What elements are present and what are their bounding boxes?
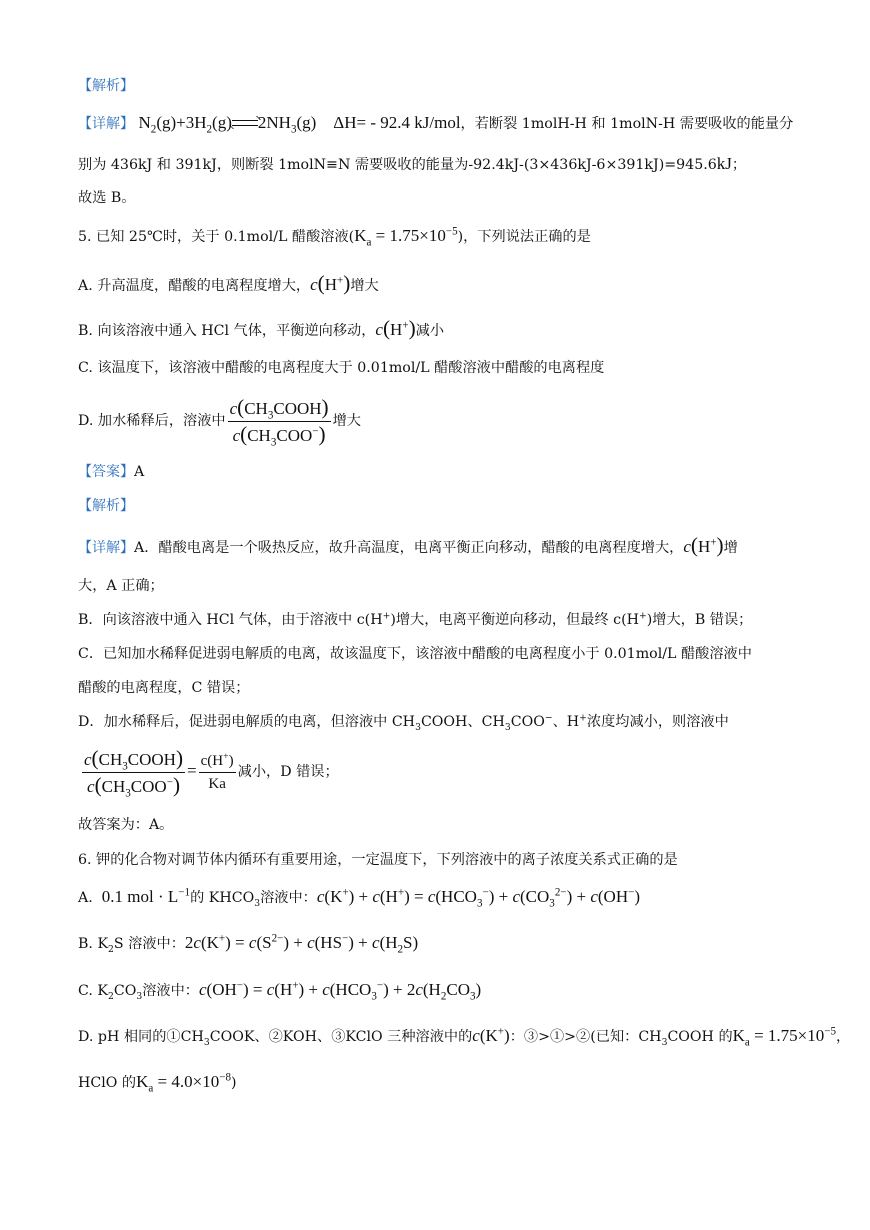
q6-option-d-a: COOK、②KOH、③KClO 三种溶液中的 xyxy=(209,1029,473,1045)
q5-exp-d2-fraction-right: $\frac{c(H^+)}{Ka}$ xyxy=(200,750,234,792)
q6-option-b-label: B. K xyxy=(78,936,109,952)
q5-answer-value: A xyxy=(134,464,145,480)
q6-option-c-formula: $c(OH^-) = c(H^+) + c(HCO_3^-) + 2c(H_2CO_3)$ xyxy=(198,979,482,1003)
q6-option-d-ka1-exp: −5 xyxy=(824,1025,837,1038)
q6-stem: 6. 钾的化合物对调节体内循环有重要用途，一定温度下，下列溶液中的离子浓度关系式正确的是 xyxy=(78,852,678,868)
prev-detail-line1 xyxy=(78,113,810,134)
q6-option-d-b: ：③>①>②(已知：CH xyxy=(509,1029,662,1045)
q6-option-d-label: D. pH 相同的①CH xyxy=(78,1029,204,1045)
q5-option-a xyxy=(78,273,810,296)
q5-stem-a: 5. 已知 25℃时，关于 0.1mol/L 醋酸溶液( xyxy=(78,229,355,245)
q5-exp-d2: $\frac{c(CH_3COOH)}{c(CH_3COO^-)}$ = $\frac{c(H^+)}{Ka}$ 减小，D 错误； xyxy=(84,745,339,799)
q5-analysis-tag: 【解析】 xyxy=(78,498,134,514)
q5-detail-tag: 【详解】 xyxy=(78,540,134,556)
q6-option-a-mid: 的 KHCO xyxy=(190,890,255,906)
q5-exp-d1-e: 浓度均减小，则溶液中 xyxy=(586,714,729,730)
prev-line1-text: ，若断裂 1molH-H 和 1molN-H 需要吸收的能量分 xyxy=(460,116,794,132)
q5-option-a-end: 增大 xyxy=(350,278,379,294)
q5-option-c: C. 该温度下，该溶液中醋酸的电离程度大于 0.01mol/L 醋酸溶液中醋酸的电离程度 xyxy=(78,360,605,376)
q5-exp-d1-b: COOH、CH xyxy=(420,714,505,730)
q6-option-d-hclo: HClO 的 xyxy=(78,1075,137,1091)
q5-exp-c1: C．已知加水稀释促进弱电解质的电离，故该温度下，该溶液中醋酸的电离程度小于 0.01mol/L 醋酸溶液中 xyxy=(78,646,752,662)
q6-option-c: C. $K_2CO_3$溶液中：$c(OH^-) = c(H^+) + c(HCO_3^-) + 2c(H_2CO_3)$ xyxy=(78,979,482,1003)
q5-answer xyxy=(78,462,810,482)
q5-exp-d1-a: D．加水稀释后，促进弱电解质的电离，但溶液中 CH xyxy=(78,714,416,730)
q5-option-b xyxy=(78,318,810,341)
q5-exp-a1-formula: c(H+) xyxy=(683,533,724,557)
q6-option-c-label: C. K xyxy=(78,983,108,999)
q5-exp-d2-end: 减小，D 错误； xyxy=(237,764,339,780)
q6-option-d-c: COOH 的 xyxy=(667,1029,733,1045)
q5-option-b-formula: c(H+) xyxy=(375,316,416,340)
enthalpy-value: ΔH= - 92.4 kJ/mol xyxy=(333,113,461,132)
q6-option-d-line1: D. pH 相同的$①CH_3COOK$、②KOH、③KClO 三种溶液中的c(K+)：③>①>②(已知：$CH_3COOH$ 的$K_a = 1.75\times 10^{-5}$， xyxy=(78,1025,851,1049)
q5-stem-b: )，下列说法正确的是 xyxy=(457,229,591,245)
q5-option-b-text: B. 向该溶液中通入 HCl 气体，平衡逆向移动， xyxy=(78,323,376,339)
q6-option-d-ka2-value: 4.0×10 xyxy=(171,1072,220,1091)
q5-exp-d1: D．加水稀释后，促进弱电解质的电离，但溶液中 $CH_3COOH$、$CH_3COO^-$、H+浓度均减小，则溶液中 xyxy=(78,712,729,733)
q6-option-d-ka2-exp: −8 xyxy=(219,1071,231,1084)
q6-option-d-ka1: $K_a = 1.75\times 10^{-5}$ xyxy=(732,1025,837,1049)
q5-exp-c2: 醋酸的电离程度，C 错误； xyxy=(78,680,250,696)
q6-option-a-label: A. xyxy=(78,890,93,906)
q6-option-b: B. $K_2S$ 溶液中：$2c(K^+) = c(S^{2-}) + c(HS^-) + c(H_2S)$ xyxy=(78,932,419,956)
q5-ka-exp: −5 xyxy=(445,225,458,238)
q6-option-c-mid: CO xyxy=(113,983,137,999)
q5-ka-value: 1.75×10 xyxy=(389,226,446,245)
q5-exp-b-b: )增大，电离平衡逆向移动，但最终 c(H xyxy=(390,612,640,628)
q5-exp-a1 xyxy=(78,535,810,558)
q6-option-d-ka1-value: 1.75×10 xyxy=(767,1026,825,1045)
prev-detail-line2 xyxy=(78,154,810,175)
prev-line2-end: ； xyxy=(731,157,747,173)
q5-ka: $K_a = 1.75\times 10^{-5}$ xyxy=(354,225,458,249)
q5-exp-a1-end: 增 xyxy=(723,540,738,556)
q6-option-b-mid: S 溶液中： xyxy=(113,936,185,952)
prev-conclusion: 故选 B。 xyxy=(78,190,136,206)
q6-option-a: A. 0.1 mol · $L^{-1}$的 $KHCO_3$溶液中：$c(K^+) + c(H^+) = c(HCO_3^-) + c(CO_3^{2-}) + c(OH^-)$ xyxy=(78,886,640,910)
q5-option-d-text: D. 加水稀释后，溶液中 xyxy=(78,413,226,429)
q5-option-d-fraction: $\frac{c(CH_3COOH)}{c(CH_3COO^-)}$ xyxy=(229,394,329,448)
q5-option-b-end: 减小 xyxy=(415,323,445,339)
prev-line2-text: 别为 436kJ 和 391kJ，则断裂 1molN≡N 需要吸收的能量为-92.4kJ-(3×436kJ-6×391kJ)=945.6 xyxy=(78,157,717,173)
q6-option-d-line2 xyxy=(78,1072,810,1093)
reaction-equation: $N_2(g)+3H_2(g)$ $2NH_3(g)$ ΔH= - 92.4 kJ/mol xyxy=(138,113,461,136)
q6-option-b-formula: $2c(K^+) = c(S^{2-}) + c(HS^-) + c(H_2S)$ xyxy=(184,932,419,956)
detail-tag: 【详解】 xyxy=(78,116,134,132)
q6-option-c-mid2: 溶液中： xyxy=(142,983,199,999)
q6-option-d-close: ) xyxy=(231,1075,237,1091)
q5-exp-a2: 大，A 正确； xyxy=(78,578,164,594)
q6-option-a-formula: $c(K^+) + c(H^+) = c(HCO_3^-) + c(CO_3^{2-}) + c(OH^-)$ xyxy=(316,886,640,910)
answer-tag: 【答案】 xyxy=(78,464,134,480)
q5-option-a-formula: c(H+) xyxy=(310,271,351,295)
q5-stem xyxy=(78,226,810,247)
q6-option-d-ka2: $K_a = 4.0\times 10^{-8}$ xyxy=(136,1071,231,1095)
q5-exp-a1-text: A．醋酸电离是一个吸热反应，故升高温度，电离平衡正向移动，醋酸的电离程度增大， xyxy=(134,540,684,556)
q6-option-a-mid2: 溶液中： xyxy=(260,890,317,906)
q5-exp-b-c: )增大，B 错误； xyxy=(646,612,753,628)
q6-option-a-conc-value: 0.1 mol · L xyxy=(101,887,179,906)
q5-exp-d1-d: 、H xyxy=(552,714,580,730)
q5-exp-d2-fraction-left: $\frac{c(CH_3COOH)}{c(CH_3COO^-)}$ xyxy=(84,745,184,799)
q5-option-a-text: A. 升高温度，醋酸的电离程度增大， xyxy=(78,278,311,294)
analysis-tag: 【解析】 xyxy=(78,78,134,94)
q5-exp-b: B．向该溶液中通入 HCl 气体，由于溶液中 c(H+)增大，电离平衡逆向移动，但最终 c(H+)增大，B 错误； xyxy=(78,610,753,628)
q5-final-answer: 故答案为：A。 xyxy=(78,817,174,833)
q6-option-a-conc: 0.1 mol · $L^{-1}$ xyxy=(101,886,191,906)
q6-option-d-ck: c(K+) xyxy=(472,1025,510,1045)
q5-exp-b-a: B．向该溶液中通入 HCl 气体，由于溶液中 c(H xyxy=(78,612,383,628)
equilibrium-arrow-icon xyxy=(232,117,258,131)
q5-option-d-end: 增大 xyxy=(332,413,361,429)
prev-line2-unit: kJ xyxy=(716,154,732,173)
q5-option-d xyxy=(78,395,810,447)
q5-exp-d1-c: COO xyxy=(510,714,545,730)
